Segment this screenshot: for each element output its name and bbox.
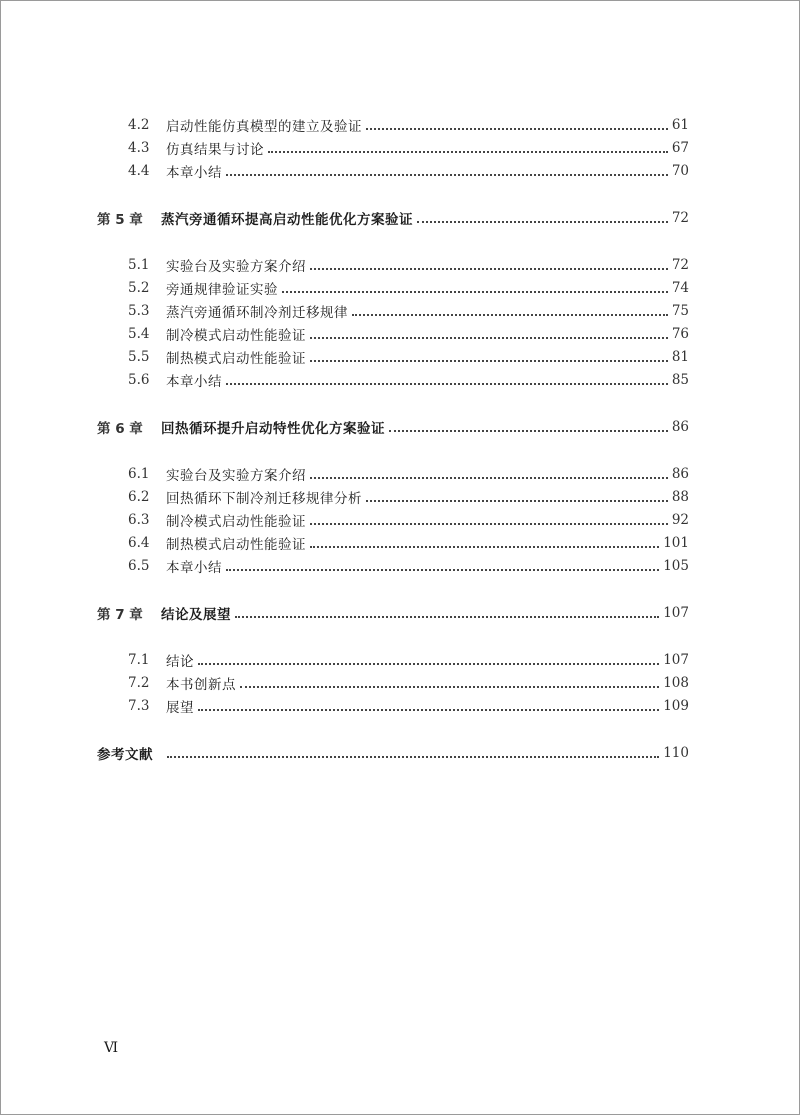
toc-entry-6-2[interactable] <box>128 486 689 508</box>
page-number: 110 <box>663 745 689 761</box>
dot-leader <box>235 615 659 618</box>
dot-leader <box>226 173 668 176</box>
dot-leader <box>310 267 668 270</box>
dot-leader <box>310 522 668 525</box>
section-number: 6.3 <box>128 512 150 528</box>
section-number: 7.2 <box>128 675 150 691</box>
page-number: 61 <box>671 117 689 133</box>
toc-entry-7-3[interactable] <box>128 695 689 717</box>
page-number: 85 <box>671 372 689 388</box>
section-number: 7.1 <box>128 652 150 668</box>
page-number: 109 <box>663 698 689 714</box>
toc-entry-7-2[interactable] <box>128 672 689 694</box>
toc-references[interactable] <box>97 742 689 764</box>
page-number: 88 <box>671 489 689 505</box>
page-number: 86 <box>671 419 689 435</box>
section-title: 制冷模式启动性能验证 <box>166 514 306 530</box>
section-number: 6.5 <box>128 558 150 574</box>
section-title: 本章小结 <box>166 560 222 576</box>
section-number: 4.4 <box>128 163 150 179</box>
section-title: 制热模式启动性能验证 <box>166 351 306 367</box>
chapter-title: 回热循环提升启动特性优化方案验证 <box>161 421 385 437</box>
section-title: 实验台及实验方案介绍 <box>166 468 306 484</box>
toc-entry-5-4[interactable] <box>128 323 689 345</box>
section-title: 蒸汽旁通循环制冷剂迁移规律 <box>166 305 348 321</box>
chapter-number: 第 7 章 <box>97 607 143 623</box>
page-number: 81 <box>671 349 689 365</box>
toc-entry-5-2[interactable] <box>128 277 689 299</box>
section-number: 5.2 <box>128 280 150 296</box>
section-title: 结论 <box>166 654 194 670</box>
dot-leader <box>282 290 668 293</box>
toc-entry-4-3[interactable] <box>128 137 689 159</box>
page-number: 86 <box>671 466 689 482</box>
section-number: 5.4 <box>128 326 150 342</box>
page-number: 105 <box>663 558 689 574</box>
section-number: 6.4 <box>128 535 150 551</box>
toc-entry-6-4[interactable] <box>128 532 689 554</box>
section-title: 制热模式启动性能验证 <box>166 537 306 553</box>
page-number: 101 <box>663 535 689 551</box>
section-number: 5.6 <box>128 372 150 388</box>
dot-leader <box>352 313 668 316</box>
page-number: 72 <box>671 210 689 226</box>
chapter-number: 第 6 章 <box>97 421 143 437</box>
references-title: 参考文献 <box>97 747 153 763</box>
section-title: 制冷模式启动性能验证 <box>166 328 306 344</box>
toc-chapter-6[interactable] <box>97 416 689 438</box>
toc-entry-5-3[interactable] <box>128 300 689 322</box>
section-number: 4.2 <box>128 117 150 133</box>
section-title: 本书创新点 <box>166 677 236 693</box>
toc-entry-7-1[interactable] <box>128 649 689 671</box>
section-title: 旁通规律验证实验 <box>166 282 278 298</box>
toc-entry-5-6[interactable] <box>128 369 689 391</box>
page-number: 92 <box>671 512 689 528</box>
dot-leader <box>366 127 668 130</box>
page-number: 107 <box>663 605 689 621</box>
section-title: 启动性能仿真模型的建立及验证 <box>166 119 362 135</box>
dot-leader <box>389 429 668 432</box>
folio-page-number: Ⅵ <box>104 1040 119 1056</box>
toc-entry-6-5[interactable] <box>128 555 689 577</box>
dot-leader <box>198 708 659 711</box>
page-number: 75 <box>671 303 689 319</box>
toc-chapter-7[interactable] <box>97 602 689 624</box>
toc-entry-6-3[interactable] <box>128 509 689 531</box>
section-number: 6.2 <box>128 489 150 505</box>
dot-leader <box>226 382 668 385</box>
dot-leader <box>198 662 659 665</box>
page-number: 76 <box>671 326 689 342</box>
dot-leader <box>167 755 659 758</box>
dot-leader <box>226 568 659 571</box>
section-number: 5.3 <box>128 303 150 319</box>
section-title: 回热循环下制冷剂迁移规律分析 <box>166 491 362 507</box>
dot-leader <box>310 476 668 479</box>
section-number: 4.3 <box>128 140 150 156</box>
chapter-title: 蒸汽旁通循环提高启动性能优化方案验证 <box>161 212 413 228</box>
page-number: 70 <box>671 163 689 179</box>
chapter-title: 结论及展望 <box>161 607 231 623</box>
toc-entry-5-1[interactable] <box>128 254 689 276</box>
dot-leader <box>310 359 668 362</box>
dot-leader <box>310 336 668 339</box>
page-number: 67 <box>671 140 689 156</box>
page-number: 72 <box>671 257 689 273</box>
dot-leader <box>417 220 668 223</box>
section-number: 5.5 <box>128 349 150 365</box>
page-number: 74 <box>671 280 689 296</box>
page-number: 107 <box>663 652 689 668</box>
toc-entry-4-4[interactable] <box>128 160 689 182</box>
section-title: 展望 <box>166 700 194 716</box>
section-title: 仿真结果与讨论 <box>166 142 264 158</box>
dot-leader <box>268 150 668 153</box>
toc-entry-4-2[interactable] <box>128 114 689 136</box>
section-number: 5.1 <box>128 257 150 273</box>
toc-chapter-5[interactable] <box>97 207 689 229</box>
dot-leader <box>366 499 668 502</box>
dot-leader <box>240 685 659 688</box>
toc-entry-5-5[interactable] <box>128 346 689 368</box>
section-number: 6.1 <box>128 466 150 482</box>
dot-leader <box>310 545 659 548</box>
section-title: 本章小结 <box>166 165 222 181</box>
section-number: 7.3 <box>128 698 150 714</box>
page-number: 108 <box>663 675 689 691</box>
section-title: 本章小结 <box>166 374 222 390</box>
toc-entry-6-1[interactable] <box>128 463 689 485</box>
chapter-number: 第 5 章 <box>97 212 143 228</box>
section-title: 实验台及实验方案介绍 <box>166 259 306 275</box>
